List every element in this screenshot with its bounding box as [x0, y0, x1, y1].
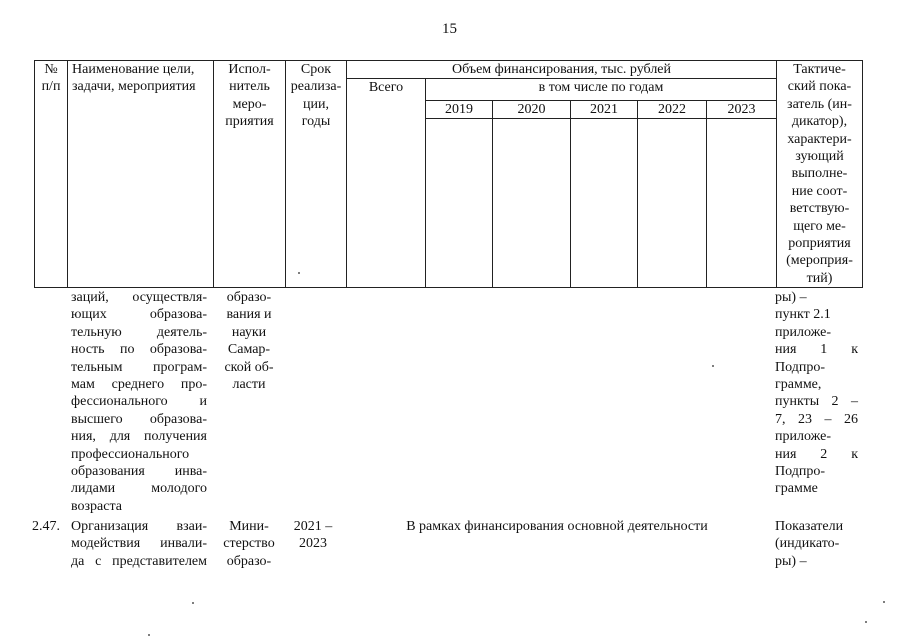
- name-line: возраста: [71, 498, 122, 514]
- exec-line: образо-: [226, 553, 272, 569]
- page-number: 15: [442, 21, 457, 37]
- table-header: [34, 60, 863, 288]
- name-line: ность по образова-: [71, 342, 207, 358]
- term-line: 2023: [299, 536, 327, 552]
- name-line: высшего образова-: [71, 411, 207, 427]
- header-col-executor: Испол- нитель меро- приятия: [214, 61, 286, 288]
- exec-line: науки: [231, 324, 267, 340]
- indicator-line: грамме: [775, 481, 818, 497]
- header-col-by-years: в том числе по годам: [426, 79, 777, 100]
- exec-line: стерство: [223, 536, 275, 552]
- indicator-line: грамме,: [775, 377, 822, 393]
- name-line: мам среднего про-: [71, 377, 207, 393]
- header-year-2019: 2019: [426, 100, 493, 118]
- indicator-line: ния 2 к: [775, 446, 858, 462]
- exec-line: Мини-: [229, 519, 269, 534]
- continuation-name-cell: [71, 289, 207, 515]
- name-line: да с представителем: [71, 553, 207, 569]
- row-executor-cell: [214, 518, 284, 570]
- indicator-line: ры) –: [775, 553, 807, 569]
- header-col-name: Наименование цели, задачи, мероприятия: [68, 61, 214, 288]
- row-term-cell: [285, 518, 341, 553]
- term-line: 2021 –: [293, 519, 333, 534]
- name-line: тельным програм-: [71, 359, 207, 375]
- indicator-line: ния 1 к: [775, 342, 858, 358]
- indicator-line: Подпро-: [775, 464, 825, 480]
- name-line: фессионального и: [71, 394, 207, 410]
- name-line: Организация взаи-: [71, 519, 207, 534]
- continuation-indicator-cell: [775, 289, 858, 498]
- header-year-2020: 2020: [493, 100, 571, 118]
- continuation-executor-cell: [214, 289, 284, 393]
- indicator-line: 7, 23 – 26: [775, 411, 858, 427]
- scan-speck: [148, 634, 150, 636]
- name-line: ния, для получения: [71, 429, 207, 445]
- header-col-total: Всего: [347, 79, 426, 288]
- header-year-2023: 2023: [707, 100, 777, 118]
- indicator-line: пункт 2.1: [775, 307, 831, 323]
- exec-line: ской об-: [224, 359, 274, 375]
- name-line: лидами молодого: [71, 481, 207, 497]
- header-col-number: № п/п: [35, 61, 68, 288]
- header-col-indicator: Тактиче- ский пока- затель (ин- дикатор), характери- зующий выполне- ние соот- ветствую- щего ме- роприятия (мероприя- тий): [777, 61, 863, 288]
- exec-line: вания и: [226, 307, 272, 323]
- scan-speck: [298, 272, 300, 274]
- name-line: заций, осуществля-: [71, 290, 207, 305]
- header-year-2021: 2021: [571, 100, 638, 118]
- name-line: модействия инвали-: [71, 536, 207, 552]
- name-line: профессионального: [71, 446, 190, 462]
- scan-speck: [192, 602, 194, 604]
- row-funding-cell: В рамках финансирования основной деятельности: [406, 519, 708, 534]
- exec-line: Самар-: [227, 342, 271, 358]
- indicator-line: пункты 2 –: [775, 394, 858, 410]
- row-number: 2.47.: [32, 519, 60, 534]
- name-line: ющих образова-: [71, 307, 207, 323]
- indicator-line: Подпро-: [775, 359, 825, 375]
- header-year-2022: 2022: [638, 100, 707, 118]
- name-line: тельную деятель-: [71, 324, 207, 340]
- exec-line: ласти: [232, 377, 266, 393]
- scan-speck: [865, 621, 867, 623]
- header-col-funding: Объем финансирования, тыс. рублей: [347, 61, 777, 79]
- scan-speck: [712, 365, 714, 367]
- exec-line: образо-: [226, 290, 272, 305]
- indicator-line: ры) –: [775, 290, 807, 305]
- name-line: образования инва-: [71, 464, 207, 480]
- scan-speck: [883, 601, 885, 603]
- row-indicator-cell: [775, 518, 865, 570]
- indicator-line: Показатели: [775, 519, 844, 534]
- indicator-line: (индикато-: [775, 536, 840, 552]
- header-col-term: Срок реализа- ции, годы: [286, 61, 347, 288]
- indicator-line: приложе-: [775, 324, 831, 340]
- row-name-cell: [71, 518, 207, 570]
- indicator-line: приложе-: [775, 429, 831, 445]
